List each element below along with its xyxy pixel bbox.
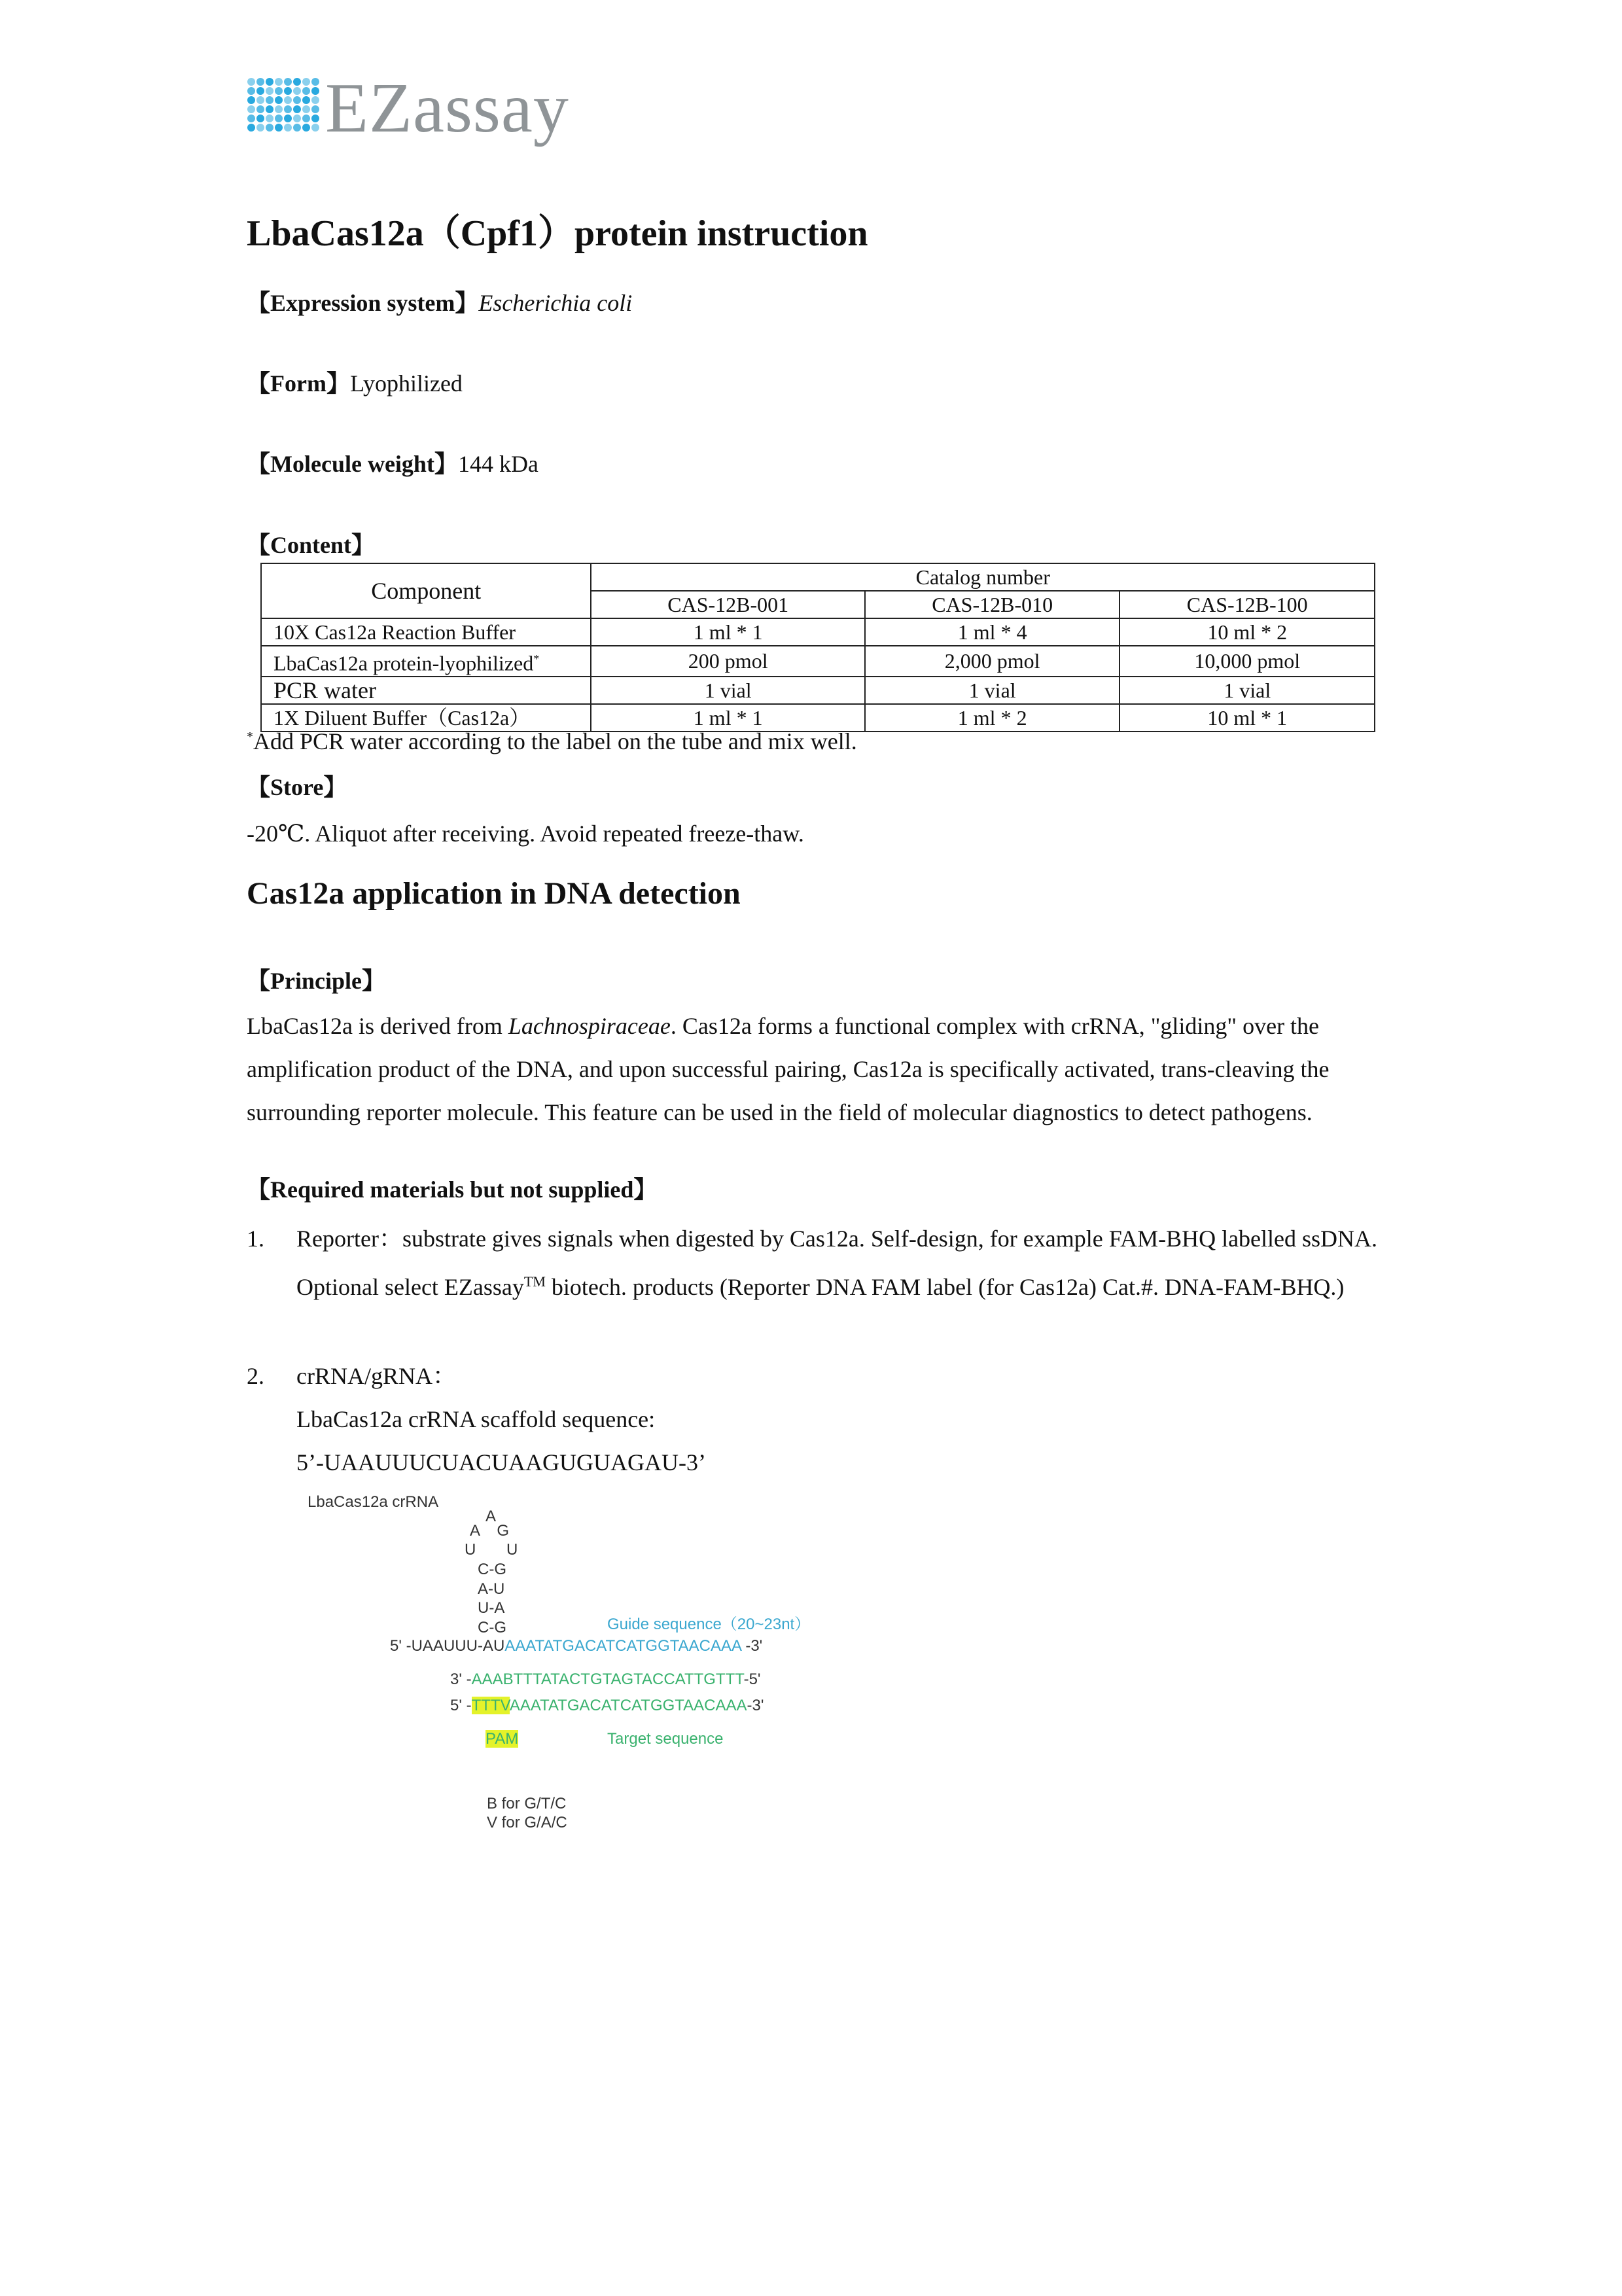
expression-value: Escherichia coli <box>478 290 633 316</box>
logo-dot <box>266 96 273 104</box>
list-number: 2. <box>247 1363 264 1389</box>
logo-dot <box>302 96 310 104</box>
table-header-row <box>261 563 1375 591</box>
table-row <box>261 677 1375 704</box>
logo-wordmark: EZassay <box>325 69 569 147</box>
stem-pair: C-G <box>478 1561 506 1578</box>
crrna-sequence-line: 5' -UAAUUU-AUAAATATGACATCATGGTAACAAA -3' <box>390 1637 763 1655</box>
logo-dot <box>293 124 301 132</box>
guide-sequence-label: Guide sequence（20~23nt） <box>607 1616 811 1633</box>
logo-dot <box>256 124 264 132</box>
catalog-cell: CAS-12B-001 <box>591 591 864 618</box>
logo-dot <box>311 105 319 113</box>
expression-system <box>247 289 632 317</box>
logo-dot <box>247 124 255 132</box>
logo-dot <box>284 105 292 113</box>
logo-dot <box>247 87 255 95</box>
logo-dot <box>293 105 301 113</box>
logo-dot <box>256 105 264 113</box>
logo-dot <box>256 115 264 122</box>
page-title: LbaCas12a（Cpf1）protein instruction <box>247 213 868 254</box>
logo-dot <box>275 105 283 113</box>
loop-base: A G <box>470 1522 510 1540</box>
stem-pair: C-G <box>478 1619 506 1636</box>
component-name: PCR water <box>261 677 591 704</box>
target-sequence-label: Target sequence <box>607 1730 724 1748</box>
table-row <box>261 646 1375 677</box>
list-item-reporter: Reporter：substrate gives signals when digested by Cas12a. Self-design, for example FAM-BHQ labelled ssDNA. Optional select EZassay™ biotech. products (Reporter DNA FAM label (for Cas12a) Cat.#. DNA-FAM-BHQ.) <box>296 1226 1378 1300</box>
stem-pair: A-U <box>478 1580 505 1598</box>
table-cell: 1 ml * 4 <box>865 618 1120 646</box>
diagram-title: LbaCas12a crRNA <box>308 1493 439 1511</box>
logo-dot <box>311 87 319 95</box>
form-label: 【Form】 <box>247 370 350 397</box>
logo-dot <box>256 78 264 86</box>
list-number: 1. <box>247 1226 264 1252</box>
logo-dot <box>247 96 255 104</box>
component-header: Component <box>261 563 591 618</box>
weight-label: 【Molecule weight】 <box>247 451 458 477</box>
logo-dot <box>275 87 283 95</box>
weight-value: 144 kDa <box>457 451 538 477</box>
table-row <box>261 618 1375 646</box>
logo-dot <box>275 115 283 122</box>
logo-dot <box>275 78 283 86</box>
logo-dot <box>302 78 310 86</box>
form-info <box>247 370 463 398</box>
list-item-crrna: crRNA/gRNA： LbaCas12a crRNA scaffold sequence: 5’-UAAUUUCUACUAAGUGUAGAU-3’ <box>296 1363 706 1475</box>
catalog-cell: CAS-12B-010 <box>865 591 1120 618</box>
logo-dot <box>293 96 301 104</box>
logo-dot <box>302 115 310 122</box>
required-heading: 【Required materials but not supplied】 <box>247 1176 658 1203</box>
table-cell: 1 ml * 1 <box>591 618 864 646</box>
table-cell: 2,000 pmol <box>865 646 1120 677</box>
principle-text: LbaCas12a is derived from Lachnospiraceae. Cas12a forms a functional complex with crRNA, "gliding" over the amplification product of the DNA, and upon successful pairing, Cas12a is specifically activated, trans-cleaving the surrounding reporter molecule. This feature can be used in the field of molecular diagnostics to detect pathogens. <box>247 1013 1330 1125</box>
molecule-weight <box>247 450 538 478</box>
logo-dot <box>302 124 310 132</box>
content-table <box>260 563 1375 732</box>
principle-heading: 【Principle】 <box>247 968 385 994</box>
logo-dot <box>293 78 301 86</box>
store-text: -20℃. Aliquot after receiving. Avoid repeated freeze-thaw. <box>247 821 804 847</box>
form-value: Lyophilized <box>349 370 463 397</box>
nontarget-strand-line: 5' -TTTVAAATATGACATCATGGTAACAAA-3' <box>450 1697 764 1714</box>
component-name: 1X Diluent Buffer（Cas12a） <box>261 704 591 732</box>
table-cell: 1 vial <box>1120 677 1375 704</box>
target-strand-line: 3' -AAABTTTATACTGTAGTACCATTGTTT-5' <box>450 1670 761 1688</box>
logo-dot <box>302 105 310 113</box>
logo-dot <box>311 96 319 104</box>
table-cell: 10 ml * 2 <box>1120 618 1375 646</box>
table-cell: 10 ml * 1 <box>1120 704 1375 732</box>
logo-dot <box>284 115 292 122</box>
logo-dot <box>311 124 319 132</box>
pam-label: PAM <box>485 1730 519 1748</box>
catalog-cell: CAS-12B-100 <box>1120 591 1375 618</box>
logo-dot <box>256 87 264 95</box>
table-cell: 1 ml * 2 <box>865 704 1120 732</box>
logo-dot <box>275 96 283 104</box>
table-footnote: *Add PCR water according to the label on the tube and mix well. <box>247 728 857 754</box>
legend-b: B for G/T/C <box>487 1795 567 1812</box>
content-heading: 【Content】 <box>247 532 375 558</box>
table-cell: 1 vial <box>865 677 1120 704</box>
table-cell: 10,000 pmol <box>1120 646 1375 677</box>
logo-dot <box>284 78 292 86</box>
logo-dot <box>311 115 319 122</box>
expression-label: 【Expression system】 <box>247 290 479 316</box>
logo-dot <box>293 87 301 95</box>
component-name: LbaCas12a protein-lyophilized* <box>261 646 591 677</box>
logo-dot <box>311 78 319 86</box>
logo-dot <box>302 87 310 95</box>
section-title-detection: Cas12a application in DNA detection <box>247 876 741 911</box>
legend-v: V for G/A/C <box>487 1814 567 1831</box>
logo-dot <box>266 115 273 122</box>
logo-dot <box>275 124 283 132</box>
logo-dot <box>266 78 273 86</box>
logo-dot <box>284 96 292 104</box>
loop-base: A <box>485 1508 497 1525</box>
logo-dot <box>247 115 255 122</box>
stem-pair: U-A <box>478 1599 505 1617</box>
loop-base: U U <box>465 1541 518 1559</box>
ezassay-logo-grid-icon <box>247 77 320 132</box>
logo-dot <box>247 105 255 113</box>
logo-dot <box>284 124 292 132</box>
logo-dot <box>293 115 301 122</box>
logo-dot <box>284 87 292 95</box>
table-cell: 1 vial <box>591 677 864 704</box>
logo-dot <box>266 87 273 95</box>
logo-dot <box>266 124 273 132</box>
component-name: 10X Cas12a Reaction Buffer <box>261 618 591 646</box>
logo-dot <box>256 96 264 104</box>
logo-dot <box>247 78 255 86</box>
logo-dot <box>266 105 273 113</box>
table-cell: 1 ml * 1 <box>591 704 864 732</box>
catalog-header: Catalog number <box>591 563 1375 591</box>
store-heading: 【Store】 <box>247 774 347 800</box>
table-cell: 200 pmol <box>591 646 864 677</box>
